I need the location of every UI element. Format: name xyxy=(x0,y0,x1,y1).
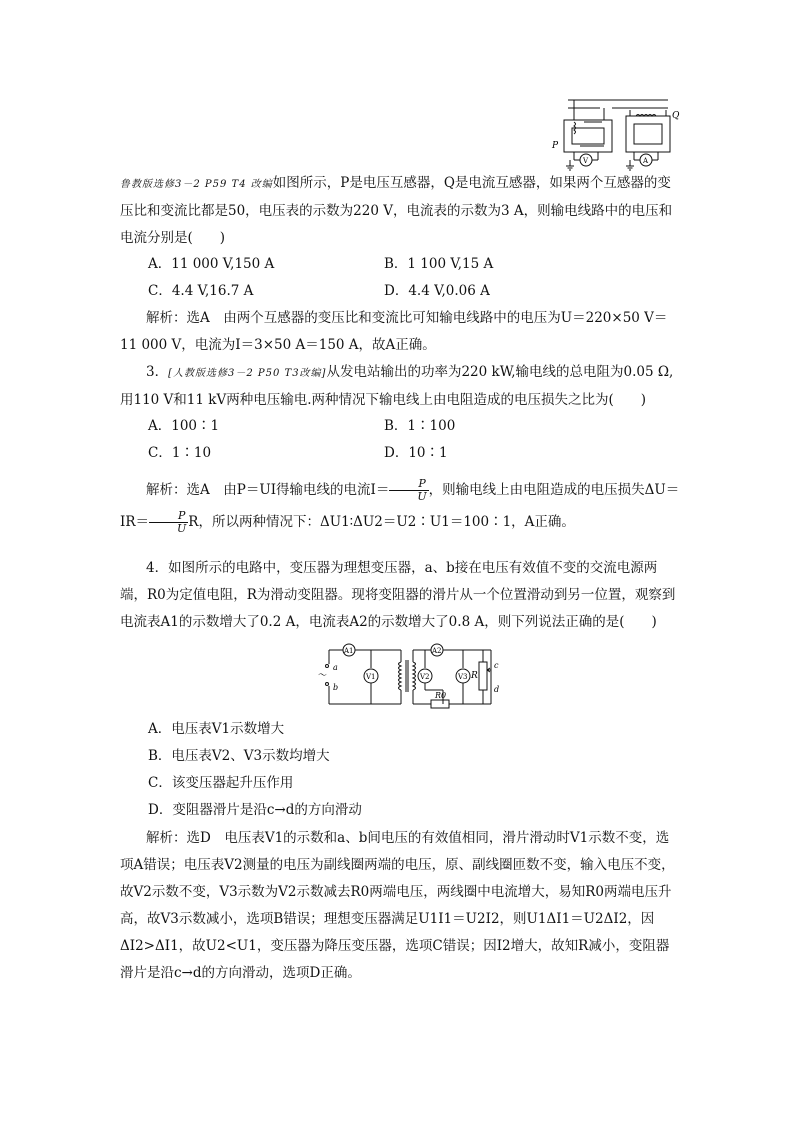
q3-option-d: D．10∶1 xyxy=(384,445,448,461)
ammeter-a1-label: A1 xyxy=(344,647,354,655)
q2-option-c: C．4.4 V,16.7 A xyxy=(148,283,254,299)
transformer-figure xyxy=(550,92,680,172)
label-a: a xyxy=(333,663,338,672)
q3-fraction-1 xyxy=(389,478,428,503)
q3-text: 从发电站输出的功率为220 kW,输电线的总电阻为0.05 Ω,用110 V和11 kV两种电压输电.两种情况下输电线上由电阻造成的电压损失之比为( ) xyxy=(120,364,674,408)
q4-number: 4． xyxy=(146,560,169,576)
ammeter-a2-label: A2 xyxy=(432,647,442,655)
label-r: R xyxy=(471,671,478,681)
circuit-figure xyxy=(315,640,505,712)
q3-option-b: B．1∶100 xyxy=(384,418,456,434)
q3-frac2-den: U xyxy=(177,522,187,535)
q3-analysis xyxy=(120,474,680,538)
q3-analysis-part1: 解析：选A 由P＝UI得输电线的电流I＝ xyxy=(146,482,390,498)
label-p: P xyxy=(552,141,559,151)
label-b: b xyxy=(333,683,339,692)
q4-analysis: 解析：选D 电压表V1的示数和a、b间电压的有效值相同，滑片滑动时V1示数不变，选项A错误；电压表V2测量的电压为副线圈两端的电压，原、副线圈匝数不变，输入电压不变，故V2示数不变，V3示数为V2示数减去R0两端电压，两线圈中电流增大，易知R0两端电压升高，故V3示数减小，选项B错误；理想变压器满足U1I1＝U2I2，则U1ΔI1＝U2ΔI2，因ΔI2>ΔI1，故U2<U1，变压器为降压变压器，选项C错误；因I2增大，故知R减小，变阻器滑片是沿c→d的方向滑动，选项D正确。 xyxy=(120,830,675,981)
q2-option-d: D．4.4 V,0.06 A xyxy=(384,283,490,299)
voltmeter-v3-label: V3 xyxy=(458,673,468,681)
q3-option-c: C．1∶10 xyxy=(148,445,212,461)
q3-frac1-num: P xyxy=(389,478,428,491)
voltmeter-v1-label: V1 xyxy=(366,673,376,681)
q3-fraction-2 xyxy=(149,510,188,535)
q3-frac2-num: P xyxy=(149,510,188,523)
ammeter-label: A xyxy=(643,157,649,165)
q3-number: 3． xyxy=(146,364,169,380)
q4-text: 如图所示的电路中，变压器为理想变压器，a、b接在电压有效值不变的交流电源两端，R0为定值电阻，R为滑动变阻器。现将变阻器的滑片从一个位置滑动到另一位置，观察到电流表A1的示数增大了0.2 A，电流表A2的示数增大了0.8 A，则下列说法正确的是( ) xyxy=(120,560,676,630)
label-r0: R0 xyxy=(435,691,447,700)
q2-option-a: A．11 000 V,150 A xyxy=(148,256,275,272)
label-q: Q xyxy=(672,111,680,121)
q2-text: 如图所示，P是电压互感器，Q是电流互感器，如果两个互感器的变压比和变流比都是50，电压表的示数为220 V，电流表的示数为3 A，则输电线路中的电压和电流分别是( ) xyxy=(120,175,673,246)
q4-option-d: D．变阻器滑片是沿c→d的方向滑动 xyxy=(148,802,362,818)
q4-option-a: A．电压表V1示数增大 xyxy=(148,721,285,737)
q2-source-tag: 鲁教版选修3－2 P59 T4 改编 xyxy=(120,179,273,190)
q3-analysis-part3: R，所以两种情况下：ΔU1∶ΔU2＝U2∶U1＝100∶1，A正确。 xyxy=(188,514,575,530)
q4-stem xyxy=(120,555,680,636)
label-tilde: ～ xyxy=(318,671,328,681)
q2-stem xyxy=(120,170,680,252)
label-c: c xyxy=(494,661,499,670)
q3-option-a: A．100∶1 xyxy=(148,418,220,434)
q4-option-c: C．该变压器起升压作用 xyxy=(148,775,294,791)
q3-frac1-den: U xyxy=(417,490,427,503)
q2-option-b: B．1 100 V,15 A xyxy=(384,256,494,272)
voltmeter-v2-label: V2 xyxy=(420,673,430,681)
q3-source-tag: [人教版选修3－2 P50 T3改编] xyxy=(168,368,327,379)
q3-stem xyxy=(120,359,680,414)
label-d: d xyxy=(494,685,500,694)
q2-analysis: 解析：选A 由两个互感器的变压比和变流比可知输电线路中的电压为U＝220×50 V＝11 000 V，电流为I＝3×50 A＝150 A，故A正确。 xyxy=(120,310,668,353)
q4-option-b: B．电压表V2、V3示数均增大 xyxy=(148,748,330,764)
voltmeter-label: V xyxy=(583,157,589,165)
q3-analysis-part2: ，则输电线上由电阻造成的电压损失ΔU＝IR＝ xyxy=(120,482,680,530)
